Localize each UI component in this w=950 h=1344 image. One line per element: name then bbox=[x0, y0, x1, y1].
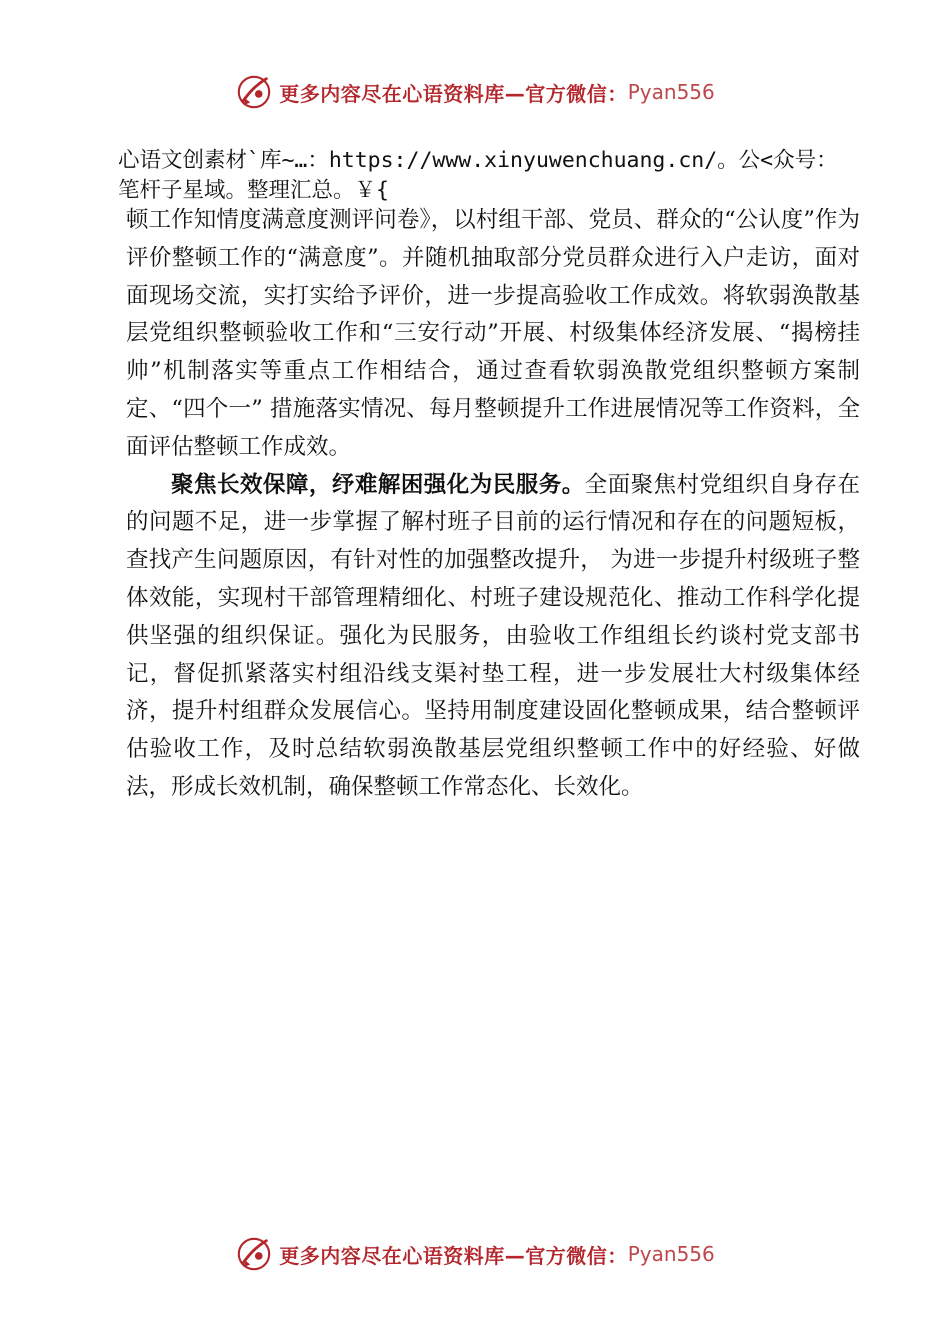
source-note: 心语文创素材`库~…：https://www.xinyuwenchuang.cn/。公<众号：笔杆子星域。整理汇总。￥{ bbox=[118, 148, 838, 203]
paragraph-2-text: 全面聚焦村党组织自身存在的问题不足，进一步掌握了解村班子目前的运行情况和存在的问题短板，查找产生问题原因，有针对性的加强整改提升， 为进一步提升村级班子整体效能，实现村干部管理精细化、村班子建设规范化、推动工作科学化提供坚强的组织保证。强化为民服务，由验收工作组组长约谈村党支部书记，督促抓紧落实村组沿线支渠衬垫工程，进一步发展壮大村级集体经济，提升村组群众发展信心。坚持用制度建设固化整顿成果，结合整顿评估验收工作，及时总结软弱涣散基层党组织整顿工作中的好经验、好做法，形成长效机制，确保整顿工作常态化、长效化。 bbox=[126, 471, 860, 800]
document-body bbox=[126, 202, 860, 807]
paragraph-2 bbox=[126, 467, 860, 807]
footer-banner-text: 更多内容尽在心语资料库—官方微信： bbox=[279, 1243, 628, 1268]
footer-banner-contact: Pyan556 bbox=[627, 1242, 715, 1266]
header-banner-contact: Pyan556 bbox=[627, 80, 715, 104]
header-banner bbox=[0, 70, 950, 114]
pen-logo-icon bbox=[235, 73, 273, 111]
header-banner-text: 更多内容尽在心语资料库—官方微信： bbox=[279, 81, 628, 106]
paragraph-1: 顿工作知情度满意度测评问卷》，以村组干部、党员、群众的“公认度”作为评价整顿工作的“满意度”。并随机抽取部分党员群众进行入户走访，面对面现场交流，实打实给予评价，进一步提高验收工作成效。将软弱涣散基层党组织整顿验收工作和“三安行动”开展、村级集体经济发展、“揭榜挂帅”机制落实等重点工作相结合，通过查看软弱涣散党组织整顿方案制定、“四个一” 措施落实情况、每月整顿提升工作进展情况等工作资料，全面评估整顿工作成效。 bbox=[126, 207, 860, 460]
footer-banner bbox=[0, 1232, 950, 1276]
paragraph-2-lead: 聚焦长效保障，纾难解困强化为民服务。 bbox=[171, 471, 585, 498]
pen-logo-icon bbox=[235, 1235, 273, 1273]
